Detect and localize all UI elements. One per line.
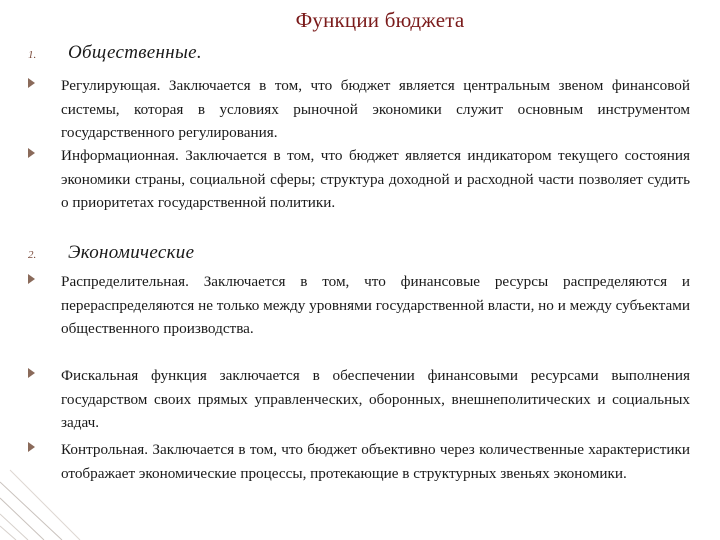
list-item-text: Информационная. Заключается в том, что бюджет является индикатором текущего состояния экономики страны, социальной сферы; структура доходной и расходной части позволяет судить о приоритетах государственной политики. <box>61 147 690 211</box>
section-title: Экономические <box>68 242 195 263</box>
page-title: Функции бюджета <box>295 8 465 32</box>
section-title: Общественные. <box>68 42 202 63</box>
section-header-social <box>28 42 688 64</box>
list-item-text: Распределительная. Заключается в том, что финансовые ресурсы распределяются и перераспределяются не только между уровнями государственной власти, но и между субъектами общественного производства. <box>61 273 690 337</box>
triangle-bullet-icon <box>28 144 61 215</box>
triangle-bullet-icon <box>28 270 61 341</box>
section-number: 2. <box>28 249 37 261</box>
list-item <box>28 438 690 485</box>
section-header-economic <box>28 242 688 264</box>
triangle-bullet-icon <box>28 74 61 145</box>
list-item-text: Фискальная функция заключается в обеспечении финансовыми ресурсами выполнения государством своих прямых управленческих, оборонных, внешнеполитических и социальных задач. <box>61 367 690 431</box>
list-item-text: Контрольная. Заключается в том, что бюджет объективно через количественные характеристики отображает экономические процессы, протекающие в структурных звеньях экономики. <box>61 441 690 482</box>
list-item <box>28 144 690 215</box>
list-item <box>28 74 690 145</box>
section-number: 1. <box>28 49 37 61</box>
list-item <box>28 364 690 435</box>
corner-decoration <box>0 430 120 540</box>
list-item <box>28 270 690 341</box>
list-item-text: Регулирующая. Заключается в том, что бюджет является центральным звеном финансовой системы, которая в условиях рыночной экономики служит основным инструментом государственного регулирования. <box>61 77 690 141</box>
triangle-bullet-icon <box>28 364 61 435</box>
